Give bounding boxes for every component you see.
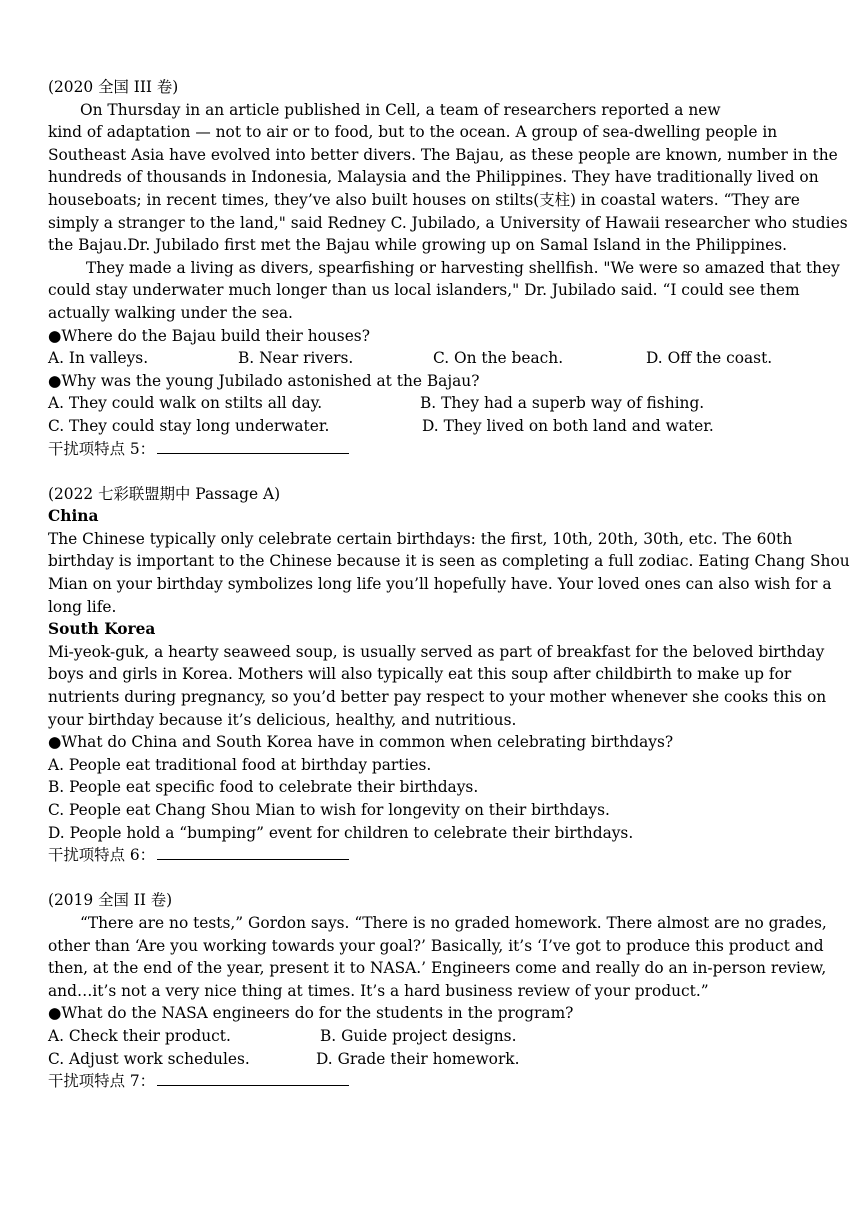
question-options [48,1048,798,1071]
passage-line: long life. [48,597,117,616]
option-a: A. People eat traditional food at birthday parties. [48,755,432,774]
option-b: B. Near rivers. [238,349,354,368]
passage-line: The Chinese typically only celebrate certain birthdays: the first, 10th, 20th, 30th, etc. The 60th [48,529,793,548]
heading-south-korea: South Korea [48,620,156,639]
option-d: D. Grade their homework. [316,1049,520,1068]
heading-china: China [48,507,99,526]
option-c: C. People eat Chang Shou Mian to wish for longevity on their birthdays. [48,801,610,819]
option-d: D. They lived on both land and water. [422,416,714,435]
option-d: D. People hold a “bumping” event for children to celebrate their birthdays. [48,823,634,842]
passage-line: kind of adaptation — not to air or to food, but to the ocean. A group of sea-dwelling people in [48,123,778,142]
question-options [48,392,798,415]
question-options [48,415,798,438]
answer-blank[interactable] [157,439,349,454]
question-text: ●What do China and South Korea have in common when celebrating birthdays? [48,733,674,752]
passage-line: nutrients during pregnancy, so you’d better pay respect to your mother whenever she cooks this on [48,688,827,707]
section3-source: (2019 全国 II 卷) [48,891,173,910]
option-c: C. They could stay long underwater. [48,416,330,435]
passage-line: simply a stranger to the land," said Redney C. Jubilado, a University of Hawaii researcher who studies [48,213,848,232]
option-a: A. Check their product. [48,1026,231,1045]
question-text: ●Where do the Bajau build their houses? [48,326,370,345]
passage-line: Mi-yeok-guk, a hearty seaweed soup, is usually served as part of breakfast for the beloved birthday [48,642,825,661]
passage-line: the Bajau.Dr. Jubilado first met the Bajau while growing up on Samal Island in the Philippines. [48,236,788,255]
option-b: B. Guide project designs. [320,1026,517,1045]
passage-line: actually walking under the sea. [48,303,293,322]
passage-line: Mian on your birthday symbolizes long life you’ll hopefully have. Your loved ones can also wish for a [48,575,832,594]
section1-source: (2020 全国 III 卷) [48,78,179,96]
passage-line: then, at the end of the year, present it to NASA.’ Engineers come and really do an in-person review, [48,959,827,978]
passage-line: Southeast Asia have evolved into better divers. The Bajau, as these people are known, number in the [48,145,838,164]
passage-line: hundreds of thousands in Indonesia, Malaysia and the Philippines. They have traditionally lived on [48,168,819,187]
option-d: D. Off the coast. [646,349,773,368]
question-text: ●Why was the young Jubilado astonished at the Bajau? [48,371,480,390]
passage-line: “There are no tests,” Gordon says. “There is no graded homework. There almost are no grades, [80,913,827,932]
distractor-label: 干扰项特点 7： [48,1072,156,1091]
question-options [48,1025,798,1048]
passage-line: birthday is important to the Chinese because it is seen as completing a full zodiac. Eating Chang Shou [48,552,850,571]
distractor-label: 干扰项特点 6： [48,846,156,865]
option-b: B. People eat specific food to celebrate their birthdays. [48,778,479,797]
question-options [48,347,798,370]
distractor-note [48,1070,798,1093]
distractor-note [48,438,798,461]
option-a: A. They could walk on stilts all day. [48,394,323,413]
passage-line: your birthday because it’s delicious, healthy, and nutritious. [48,710,517,729]
answer-blank[interactable] [157,1071,349,1086]
passage-line: They made a living as divers, spearfishing or harvesting shellfish. "We were so amazed that they [86,258,840,277]
passage-line: houseboats; in recent times, they’ve also built houses on stilts(支柱) in coastal waters. “They are [48,190,800,209]
option-c: C. On the beach. [433,349,564,368]
answer-blank[interactable] [157,845,349,860]
option-c: C. Adjust work schedules. [48,1049,250,1068]
passage-line: other than ‘Are you working towards your goal?’ Basically, it’s ‘I’ve got to produce this product and [48,936,824,955]
passage-line: On Thursday in an article published in Cell, a team of researchers reported a new [80,100,721,119]
option-a: A. In valleys. [48,349,149,368]
question-text: ●What do the NASA engineers do for the students in the program? [48,1004,574,1023]
passage-line: and…it’s not a very nice thing at times. It’s a hard business review of your product.” [48,981,709,1000]
distractor-note [48,844,798,867]
document-page [48,76,850,1093]
distractor-label: 干扰项特点 5： [48,439,156,458]
passage-line: boys and girls in Korea. Mothers will also typically eat this soup after childbirth to make up for [48,665,792,684]
section2-source: (2022 七彩联盟期中 Passage A) [48,484,281,503]
passage-line: could stay underwater much longer than us local islanders," Dr. Jubilado said. “I could see them [48,281,800,300]
option-b: B. They had a superb way of fishing. [420,394,705,413]
